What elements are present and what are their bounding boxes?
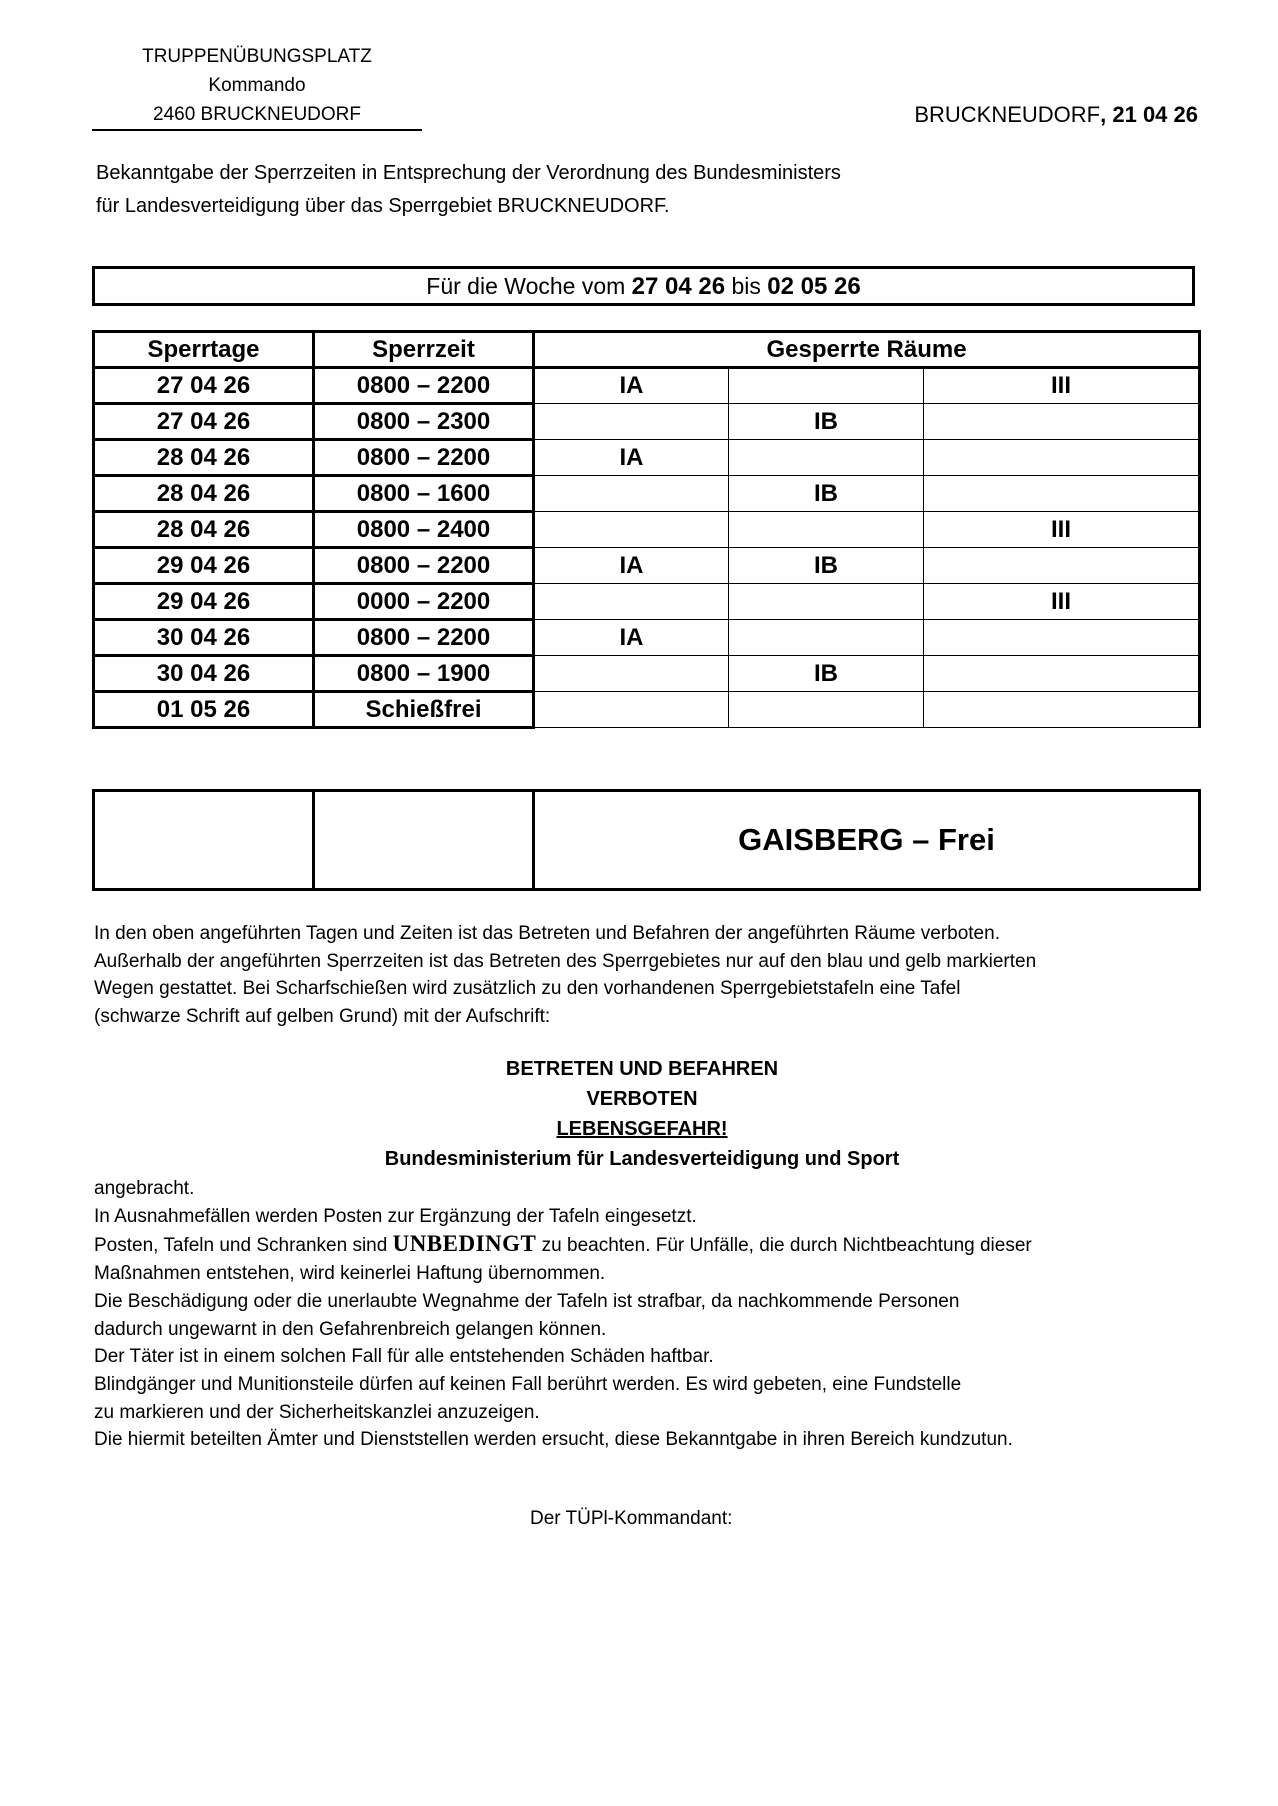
table-row (94, 404, 1200, 440)
cell-day: 29 04 26 (94, 548, 314, 584)
cell-area-ia (534, 404, 729, 440)
notice-paragraph (94, 920, 1224, 1030)
cell-time: 0800 – 2200 (314, 368, 534, 404)
cell-time: 0800 – 2200 (314, 440, 534, 476)
warning-danger: LEBENSGEFAHR! (556, 1118, 728, 1140)
table-row (94, 548, 1200, 584)
table-row (94, 584, 1200, 620)
week-middle: bis (731, 273, 761, 299)
cell-area-iii (924, 404, 1200, 440)
gaisberg-empty-cell (94, 791, 314, 890)
cell-time: 0800 – 2200 (314, 620, 534, 656)
cell-area-ia (534, 692, 729, 728)
intro-line: Bekanntgabe der Sperrzeiten in Entsprechung der Verordnung des Bundesministers (96, 162, 841, 184)
cell-day: 28 04 26 (94, 476, 314, 512)
cell-area-ia: IA (534, 548, 729, 584)
emphasis-unbedingt: UNBEDINGT (392, 1231, 537, 1257)
cell-area-ia: IA (534, 440, 729, 476)
warning-line: BETRETEN UND BEFAHREN (505, 1058, 779, 1080)
body-line: Die hiermit beteilten Ämter und Dienststellen werden ersucht, diese Bekanntgabe in ihren Bereich kundzutun. (94, 1429, 1013, 1451)
cell-area-ib: IB (729, 548, 924, 584)
warning-line: VERBOTEN (586, 1088, 698, 1110)
cell-day: 01 05 26 (94, 692, 314, 728)
cell-time: 0800 – 1900 (314, 656, 534, 692)
cell-area-ia (534, 476, 729, 512)
body-line: zu markieren und der Sicherheitskanzlei anzuzeigen. (94, 1401, 540, 1423)
header-areas: Gesperrte Räume (534, 332, 1200, 368)
cell-area-ia: IA (534, 368, 729, 404)
body-line: In den oben angeführten Tagen und Zeiten ist das Betreten und Befahren der angeführten Räume verboten. (94, 923, 1000, 944)
cell-area-ia (534, 656, 729, 692)
cell-area-iii (924, 548, 1200, 584)
cell-time: 0800 – 1600 (314, 476, 534, 512)
body-fragment: zu beachten. Für Unfälle, die durch Nichtbeachtung dieser (536, 1235, 1032, 1257)
gaisberg-empty-cell (314, 791, 534, 890)
table-row (94, 620, 1200, 656)
cell-area-ib: IB (729, 656, 924, 692)
cell-area-ib (729, 692, 924, 728)
cell-area-iii (924, 440, 1200, 476)
body-line: dadurch ungewarnt in den Gefahrenbreich gelangen können. (94, 1318, 607, 1340)
table-row (94, 476, 1200, 512)
warning-sign-text (92, 1054, 1192, 1174)
place-and-date: BRUCKNEUDORF, 21 04 26 (914, 102, 1198, 127)
cell-area-iii (924, 620, 1200, 656)
cell-day: 30 04 26 (94, 656, 314, 692)
cell-day: 28 04 26 (94, 440, 314, 476)
body-line: Maßnahmen entstehen, wird keinerlei Haftung übernommen. (94, 1263, 606, 1285)
cell-area-ib (729, 584, 924, 620)
gaisberg-status: GAISBERG – Frei (534, 791, 1200, 890)
issue-date: 21 04 26 (1112, 102, 1198, 127)
org-underline-divider (92, 129, 422, 131)
cell-area-iii (924, 656, 1200, 692)
cell-day: 30 04 26 (94, 620, 314, 656)
header-days: Sperrtage (94, 332, 314, 368)
cell-day: 29 04 26 (94, 584, 314, 620)
place: BRUCKNEUDORF (914, 102, 1101, 127)
body-line: Außerhalb der angeführten Sperrzeiten ist das Betreten des Sperrgebietes nur auf den blau und gelb markierten (94, 950, 1037, 972)
cell-area-iii (924, 476, 1200, 512)
body-line: Blindgänger und Munitionsteile dürfen auf keinen Fall berührt werden. Es wird gebeten, eine Fundstelle (94, 1373, 962, 1395)
organization-address (92, 42, 422, 129)
week-range-box (92, 266, 1195, 306)
notice-paragraph-2 (94, 1175, 1224, 1454)
cell-area-ib: IB (729, 476, 924, 512)
cell-time: Schießfrei (314, 692, 534, 728)
body-line: Die Beschädigung oder die unerlaubte Wegnahme der Tafeln ist strafbar, da nachkommende Personen (94, 1290, 960, 1312)
signature-label: Der TÜPl-Kommandant: (530, 1508, 733, 1529)
body-line: Wegen gestattet. Bei Scharfschießen wird zusätzlich zu den vorhandenen Sperrgebietstafeln eine Tafel (94, 978, 961, 1000)
body-line: (schwarze Schrift auf gelben Grund) mit der Aufschrift: (94, 1005, 551, 1027)
table-row (94, 656, 1200, 692)
week-to-date: 02 05 26 (767, 273, 861, 300)
cell-area-iii: III (924, 368, 1200, 404)
cell-area-ib: IB (729, 404, 924, 440)
cell-day: 28 04 26 (94, 512, 314, 548)
org-location: 2460 BRUCKNEUDORF (153, 104, 361, 125)
week-from-date: 27 04 26 (631, 273, 726, 300)
cell-day: 27 04 26 (94, 368, 314, 404)
cell-area-ib (729, 620, 924, 656)
table-row (94, 440, 1200, 476)
header-time: Sperrzeit (314, 332, 534, 368)
cell-time: 0000 – 2200 (314, 584, 534, 620)
gaisberg-box (92, 789, 1201, 891)
table-row (94, 512, 1200, 548)
table-header-row (94, 332, 1200, 368)
week-prefix: Für die Woche vom (426, 273, 626, 299)
table-row (94, 692, 1200, 728)
cell-area-iii: III (924, 584, 1200, 620)
cell-area-iii (924, 692, 1200, 728)
cell-area-ib (729, 368, 924, 404)
org-name: TRUPPENÜBUNGSPLATZ (142, 46, 372, 67)
table-row (94, 368, 1200, 404)
cell-time: 0800 – 2300 (314, 404, 534, 440)
cell-area-ia (534, 584, 729, 620)
body-line: angebracht. (94, 1178, 195, 1199)
cell-day: 27 04 26 (94, 404, 314, 440)
cell-area-ia (534, 512, 729, 548)
body-fragment: Posten, Tafeln und Schranken sind (94, 1235, 393, 1257)
cell-time: 0800 – 2400 (314, 512, 534, 548)
cell-area-iii: III (924, 512, 1200, 548)
cell-area-ib (729, 440, 924, 476)
org-unit: Kommando (208, 75, 306, 96)
body-line: In Ausnahmefällen werden Posten zur Ergänzung der Tafeln eingesetzt. (94, 1205, 697, 1227)
cell-area-ia: IA (534, 620, 729, 656)
intro-paragraph (96, 157, 996, 223)
restriction-schedule-table (92, 330, 1201, 729)
intro-line: für Landesverteidigung über das Sperrgebiet BRUCKNEUDORF. (96, 195, 670, 217)
warning-ministry: Bundesministerium für Landesverteidigung und Sport (384, 1148, 900, 1170)
cell-time: 0800 – 2200 (314, 548, 534, 584)
body-line: Der Täter ist in einem solchen Fall für alle entstehenden Schäden haftbar. (94, 1346, 714, 1368)
body-line (94, 1230, 1224, 1260)
cell-area-ib (729, 512, 924, 548)
